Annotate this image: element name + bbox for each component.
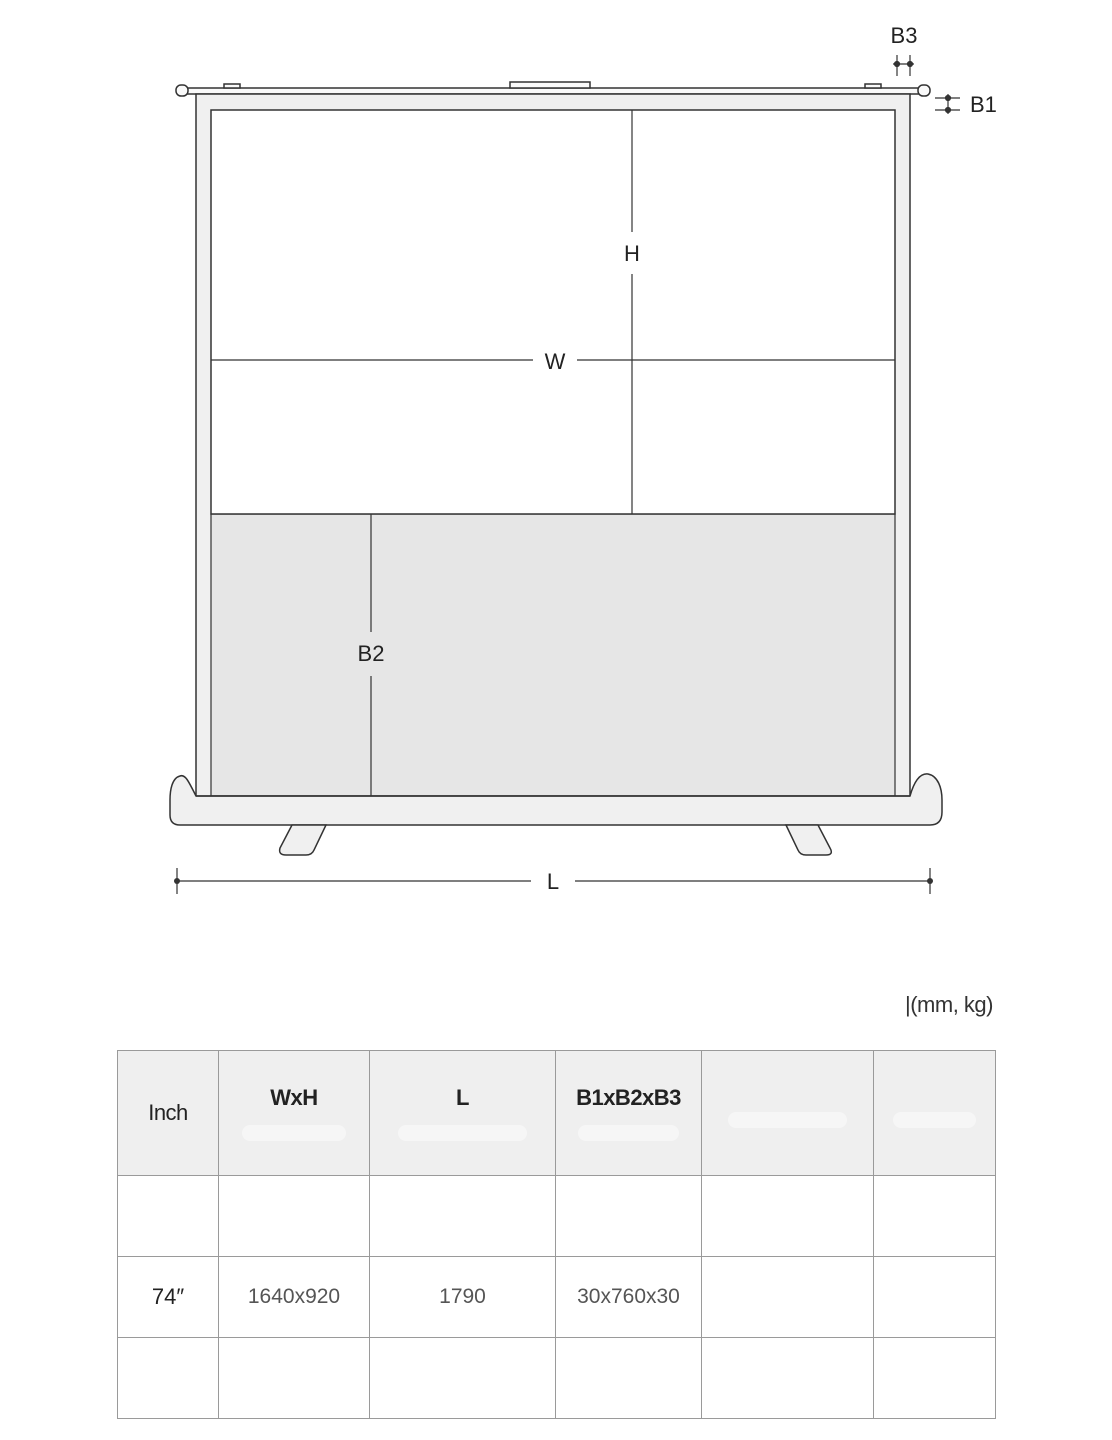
units-note: |(mm, kg) (905, 992, 993, 1017)
table-row (118, 1257, 996, 1338)
table-cell (118, 1176, 219, 1257)
table-cell-l: 1790 (370, 1257, 556, 1338)
table-cell (118, 1338, 219, 1419)
table-cell (702, 1338, 874, 1419)
b3-dimension (891, 23, 918, 76)
b3-label: B3 (890, 23, 918, 48)
length-dimension (174, 868, 933, 894)
h-label: H (624, 241, 640, 266)
header-col6 (874, 1051, 996, 1176)
table-cell (219, 1338, 370, 1419)
table-cell (219, 1176, 370, 1257)
table-header-row (118, 1051, 996, 1176)
table-cell (556, 1176, 702, 1257)
header-b1b2b3: B1xB2xB3 (556, 1051, 702, 1176)
table-cell (874, 1176, 996, 1257)
b1-label: B1 (970, 92, 997, 117)
header-col5 (702, 1051, 874, 1176)
table-cell (370, 1338, 556, 1419)
l-label: L (546, 869, 560, 894)
lower-panel (211, 514, 895, 796)
table-row (118, 1176, 996, 1257)
w-label: W (544, 349, 566, 374)
table-cell (874, 1257, 996, 1338)
table-cell-b1b2b3: 30x760x30 (556, 1257, 702, 1338)
header-inch: Inch (118, 1051, 219, 1176)
b1-dimension (935, 92, 997, 117)
table-cell (556, 1338, 702, 1419)
table-cell (702, 1257, 874, 1338)
spec-table (117, 1050, 996, 1419)
header-l: L (370, 1051, 556, 1176)
b2-label: B2 (357, 641, 385, 666)
table-cell (370, 1176, 556, 1257)
table-cell-inch: 74″ (118, 1257, 219, 1338)
screen-area (211, 110, 895, 514)
table-row (118, 1338, 996, 1419)
table-cell (874, 1338, 996, 1419)
header-wxh: WxH (219, 1051, 370, 1176)
table-cell (702, 1176, 874, 1257)
table-cell-wxh: 1640x920 (219, 1257, 370, 1338)
